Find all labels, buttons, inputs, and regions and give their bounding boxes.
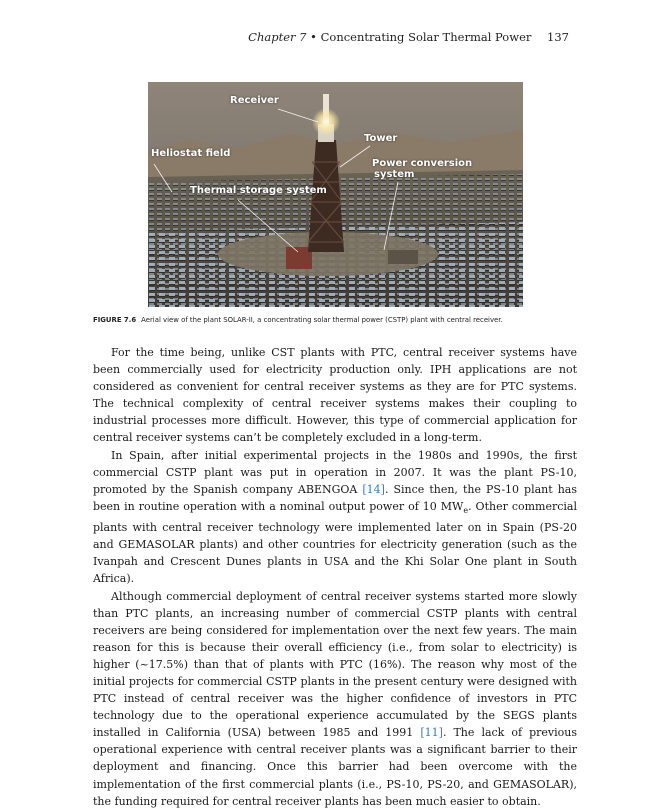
paragraph-text: . Other commercial plants with central receiver technology were implemented later on in Spain (PS-20 and GEMASOLAR plants) and other countries for electricity generation (such as the Ivanpah and Crescent Dunes plants in USA and the Khi Solar One plant in South Africa). <box>93 499 577 586</box>
receiver-glow <box>312 108 340 136</box>
paragraph-text: . The lack of previous operational experience with central receiver plants was a significant barrier to their deployment and financing. Once this barrier had been overcome with the implementation of the first commercial plants (i.e., PS-10, PS-20, and GEMASOLAR), the funding required for central receiver plants has been much easier to obtain. <box>93 726 578 808</box>
citation-link[interactable]: [14] <box>362 482 385 496</box>
paragraph-text: . Since then, the PS-10 plant has been in routine operation with a nominal output power of 10 MW <box>93 482 577 513</box>
callout-heliostat-field: Heliostat field <box>151 148 231 159</box>
power-block <box>388 250 418 264</box>
paragraph-text: For the time being, unlike CST plants with PTC, central receiver systems have been commercially used for electricity production only. IPH applications are not considered as convenient for central receiver systems as they are for PTC systems. The technical complexity of central receiver systems makes their coupling to industrial processes more difficult. However, this type of commercial application for central receiver systems can’t be completely excluded in a long-term. <box>93 346 577 445</box>
callout-power-conversion <box>372 158 472 180</box>
callout-power-conversion-line1: Power conversion <box>372 158 473 169</box>
body-text <box>93 344 577 810</box>
paragraph <box>93 447 577 588</box>
paragraph-text: In Spain, after initial experimental projects in the 1980s and 1990s, the first commercial CSTP plant was put in operation in 2007. It was the plant PS-10, promoted by the Spanish company ABENGOA <box>93 448 577 496</box>
paragraph-text: Although commercial deployment of central receiver systems started more slowly than PTC plants, an increasing number of commercial CSTP plants with central receivers are being considered for implementation over the next few years. The main reason for this is because their overall efficiency (i.e., from solar to electricity) is higher (~17.5%) than that of plants with PTC (16%). The reason why most of the initial projects for commercial CSTP plants in the present century were designed with PTC instead of central receiver was the higher confidence of investors in PTC technology due to the operational experience accumulated by the SEGS plants installed in California (USA) between 1985 and 1991 <box>93 589 577 740</box>
header-separator: • <box>310 30 317 44</box>
figure-caption <box>93 316 583 324</box>
figure-caption-text: Aerial view of the plant SOLAR-II, a concentrating solar thermal power (CSTP) plant with central receiver. <box>141 316 503 324</box>
thermal-storage-tank <box>286 247 312 269</box>
callout-thermal-storage: Thermal storage system <box>190 185 327 196</box>
page-number: 137 <box>547 30 569 44</box>
citation-link[interactable]: [11] <box>420 726 443 740</box>
callout-receiver: Receiver <box>230 95 279 106</box>
subscript: e <box>463 506 469 516</box>
paragraph <box>93 588 577 810</box>
running-header <box>248 30 569 44</box>
chapter-title: Concentrating Solar Thermal Power <box>320 30 532 44</box>
callout-tower: Tower <box>364 133 398 144</box>
paragraph <box>93 344 577 447</box>
chapter-label: Chapter 7 <box>248 30 307 44</box>
callout-power-conversion-line2: system <box>374 169 415 180</box>
solar-plant-photo <box>148 82 523 307</box>
figure-caption-label: FIGURE 7.6 <box>93 316 137 324</box>
